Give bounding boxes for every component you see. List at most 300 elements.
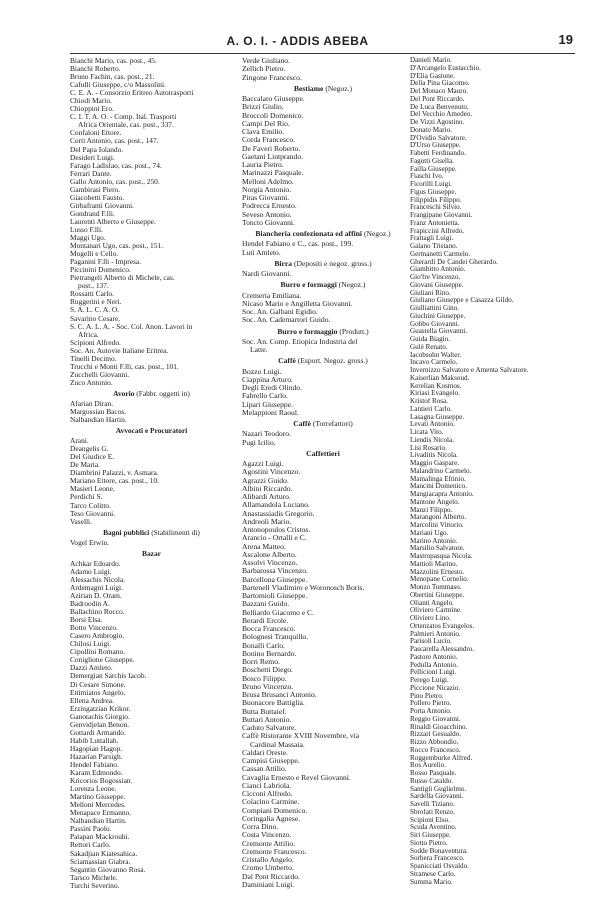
directory-entry: Anastassiadis Gregorio. — [242, 509, 315, 518]
directory-entry: Bianchi Roberto. — [70, 65, 121, 74]
directory-entry: Melloni Adelmo. — [242, 177, 294, 186]
directory-entry: Barbarossa Vincenzo. — [242, 567, 308, 576]
directory-entry: Del Giudice E. — [70, 453, 115, 462]
directory-entry: Siotto Pietro. — [410, 839, 448, 847]
running-title: A. O. I. - ADDIS ABEBA — [226, 34, 369, 48]
directory-entry: Scipioni Alfredo. — [70, 338, 121, 347]
directory-entry: Zucchelli Giovanni. — [70, 370, 130, 379]
directory-entry: Soc. An. Galbani Egidio. — [242, 308, 318, 316]
directory-entry: Kricorios Bogossian. — [70, 777, 133, 786]
directory-entry: Confaloni Ettore. — [70, 129, 122, 138]
directory-entry: Colacino Carmine. — [242, 798, 300, 807]
section-heading-qualifier: (Esport. Negoz. gross.) — [297, 356, 368, 366]
directory-entry: Rettori Carlo. — [70, 841, 111, 850]
directory-entry: Sbrofati Renzo. — [410, 808, 455, 816]
directory-entry: Di Cesare Simone. — [70, 680, 126, 689]
directory-entry: Pascarella Alessandro. — [410, 646, 475, 653]
directory-entry: De Maria. — [70, 461, 100, 470]
directory-entry: Sakadjian Kiatesahica. — [70, 849, 138, 858]
directory-entry: Ettimiatos Angelo. — [70, 688, 126, 697]
directory-entry: Roggemburke Alfred. — [410, 754, 473, 762]
directory-entry: Perdichi S. — [70, 493, 103, 502]
directory-entry: Casero Ambrogio. — [70, 632, 125, 641]
directory-entry: Tinelli Decimo. — [70, 354, 117, 363]
directory-entry: Del Pont Riccardo. — [410, 95, 465, 103]
directory-entry: Cromo Umberto. — [242, 864, 294, 873]
directory-entry: Menapace Ermanno. — [70, 809, 132, 818]
directory-entry: Donato Mario. — [410, 126, 452, 134]
directory-entry: Lasagna Giuseppe. — [410, 413, 465, 421]
directory-entry: Gondrand F.lli. — [70, 209, 115, 218]
directory-entry: Caffè Ristorante XVIII Novembre, via — [242, 732, 360, 741]
directory-entry: Mastropasqua Nicola. — [410, 553, 473, 560]
directory-entry: Montanari Ugo, cas. post., 151. — [70, 242, 163, 251]
directory-entry: Tarsco Michele. — [70, 873, 118, 882]
directory-entry: Rizzari Gesualdo. — [410, 731, 462, 739]
section-heading-qualifier: (Stabilimenti di) — [151, 527, 200, 537]
directory-entry: Caduto Salvatore. — [242, 724, 297, 732]
directory-entry: Erzingatzian Krikor. — [70, 704, 131, 713]
directory-entry: Allamandola Luciano. — [242, 501, 310, 510]
directory-entry: Arani. — [70, 437, 89, 446]
directory-entry: Lisi Rosario. — [410, 444, 447, 452]
directory-entry: Nalbandian Hartin. — [70, 817, 127, 826]
directory-entry: D'Urso Giuseppe. — [410, 142, 461, 150]
directory-entry: Obertini Giuseppe. — [410, 591, 465, 599]
directory-entry: Tarco Colitto. — [70, 501, 111, 510]
section-heading-title: Caffè — [278, 356, 296, 366]
directory-entry: Sardella Giovanni. — [410, 793, 464, 801]
section-heading-qualifier: (Negoz.) — [363, 229, 391, 238]
directory-entry: Agazzi Luigi. — [242, 460, 284, 468]
directory-entry: Reggio Giovanni. — [410, 715, 461, 723]
directory-entry: Adamo Luigi. — [70, 567, 112, 576]
section-heading — [70, 529, 233, 537]
directory-entry: Bonalli Carlo. — [242, 641, 285, 650]
section-heading-title: Biancheria confezionata ed affini — [255, 229, 363, 238]
directory-entry: Mazzolini Ernesto. — [410, 568, 465, 576]
directory-entry: Summa Mario. — [410, 878, 453, 886]
directory-entry: Degli Eredi Olindo. — [242, 384, 302, 392]
directory-entry: Martino Giuseppe. — [70, 793, 126, 802]
directory-entry: Soc. An. Autovie Italiane Eritrea. — [70, 346, 169, 355]
section-heading — [242, 85, 404, 93]
section-heading-qualifier: (Torrefattori) — [312, 419, 353, 428]
directory-entry: Turchi Severino. — [70, 881, 120, 890]
directory-entry: Stramese Carlo. — [410, 870, 456, 878]
directory-entry: Bocca Francesco. — [242, 625, 296, 633]
directory-entry: Porta Antonio. — [410, 708, 452, 715]
column-middle — [242, 57, 404, 889]
directory-entry: Genvidjelan Benon. — [70, 720, 130, 729]
directory-entry: C. E. A. - Consorzio Eritreo Autotrasporti — [70, 89, 194, 98]
column-right — [410, 57, 575, 886]
directory-entry: Russo Cataldo. — [410, 777, 454, 785]
directory-entry: Dazzi Amleto. — [70, 664, 113, 673]
directory-entry: Badroodin A. — [70, 600, 110, 609]
directory-entry: Oliviero Lino. — [410, 615, 451, 622]
section-heading — [242, 328, 404, 336]
directory-entry: Piccinini Domenico. — [70, 266, 131, 275]
directory-entry: Figus Giuseppe. — [410, 188, 457, 196]
directory-entry: Siri Giuseppe. — [410, 832, 451, 839]
directory-entry: Assolvi Vincenzo. — [242, 559, 298, 567]
directory-entry: Zuco Antonio. — [70, 378, 113, 387]
directory-entry: Kerelian Kosmos. — [410, 382, 462, 390]
directory-entry: Baccalaro Giuseppe. — [242, 95, 305, 103]
directory-entry: Laurenti Alberto e Giuseppe. — [70, 217, 156, 226]
page-header — [0, 30, 595, 50]
directory-entry: De Luca Benvenuto. — [410, 103, 469, 111]
directory-entry: Parisoli Lucio. — [410, 638, 452, 646]
directory-entry: Zingone Francesco. — [242, 73, 302, 82]
directory-entry: Hazarian Parsigh. — [70, 752, 123, 761]
directory-entry: Gulè Renato. — [410, 343, 448, 351]
section-heading — [70, 390, 233, 398]
directory-entry: Gherardi De Candei Gherardo. — [410, 258, 498, 266]
directory-entry: Cipollini Romano. — [70, 648, 126, 657]
directory-entry: Savelli Tiziano. — [410, 801, 455, 808]
directory-entry: Caldari Oreste. — [242, 748, 288, 757]
directory-entry: Mogelli e Cello. — [70, 250, 119, 259]
directory-entry: Albini Riccardo. — [242, 484, 293, 493]
section-heading — [242, 260, 404, 268]
directory-entry: Afarian Diran. — [70, 399, 114, 408]
directory-entry: Nalbandian Hartin. — [70, 416, 127, 425]
directory-entry: Buttari Antonio. — [242, 715, 292, 724]
directory-entry: Botto Vincenzo. — [70, 624, 118, 633]
directory-entry: Sodde Bonaventura. — [410, 847, 468, 855]
directory-entry: Cianci Labriola. — [242, 781, 292, 790]
directory-entry: Soc. An. Cademartori Guido. — [242, 316, 331, 325]
directory-entry: Melappioni Raoul. — [242, 408, 299, 417]
entry-continuation: Africa Orientale, cas. post., 337. — [78, 121, 174, 130]
directory-entry: Ascalone Alberto. — [242, 550, 297, 559]
section-heading-title: Avvocati e Procuratori — [115, 426, 188, 436]
directory-entry: Buonacore Battiglia. — [242, 699, 305, 708]
directory-entry: Costa Vincenzo. — [242, 831, 292, 840]
directory-entry: Berardi Ercole. — [242, 616, 289, 625]
directory-entry: Marino Antonio. — [410, 537, 458, 545]
directory-entry: Cassan Attilio. — [242, 765, 287, 774]
directory-entry: Liendis Nicola. — [410, 436, 454, 444]
directory-entry: Palmieri Antonio. — [410, 630, 461, 638]
directory-entry: Bolognesi Tranquillo. — [242, 633, 309, 642]
directory-entry: Borri Remo. — [242, 658, 280, 666]
directory-entry: Corda Francesco. — [242, 136, 296, 145]
directory-entry: Maggio Gaspare. — [410, 460, 460, 467]
directory-entry: Cremonte Attilio. — [242, 839, 296, 848]
directory-entry: Gambirasi Piero. — [70, 185, 121, 194]
directory-entry: Corti Antonio, cas. post., 147. — [70, 137, 159, 146]
directory-entry: Perego Luigi. — [410, 677, 449, 684]
directory-entry: Chiodi Mario. — [70, 97, 112, 106]
directory-entry: Scipioni Elso. — [410, 816, 450, 824]
directory-entry: Toncto Giovanni. — [242, 218, 295, 227]
directory-entry: Frapiccini Alfredo. — [410, 227, 465, 235]
directory-entry: Giovani Giuseppe. — [410, 281, 464, 289]
directory-entry: Kiriasi Evangelo. — [410, 390, 460, 398]
directory-entry: Deangelis G. — [70, 445, 109, 454]
directory-entry: Giuchini Giuseppe. — [410, 312, 466, 320]
directory-entry: Cafulli Giuseppe, c/o Massolini. — [70, 81, 166, 90]
directory-entry: Margossian Bacos. — [70, 408, 127, 417]
directory-entry: S. C. A. L. A. - Soc. Col. Anon. Lavori in — [70, 322, 193, 331]
directory-entry: Agostini Vincenzo. — [242, 468, 301, 477]
directory-entry: Bosco Filippo. — [242, 674, 287, 683]
section-heading-qualifier: (Depositi e negoz. gross.) — [293, 258, 372, 268]
directory-entry: Habib Luttallah. — [70, 736, 119, 745]
directory-entry: Santigli Guglielmo. — [410, 785, 467, 793]
directory-entry: Monzo Tommaso. — [410, 584, 462, 591]
directory-entry: Brizzi Giulio. — [242, 103, 284, 112]
directory-entry: Lusso F.lli. — [70, 225, 103, 234]
directory-entry: Belliardo Giacomo e C. — [242, 608, 314, 617]
directory-entry: Diambrini Palazzi, v. Asmara. — [70, 469, 159, 478]
directory-entry: Guida Biagio. — [410, 336, 450, 343]
directory-entry: Bianchi Mario, cas. post., 45. — [70, 57, 157, 65]
directory-entry: Lantieri Carlo. — [410, 405, 452, 413]
entry-continuation: Latte. — [250, 346, 268, 354]
section-heading-title: Bazar — [142, 548, 161, 558]
directory-entry: Hagopian Hagop. — [70, 744, 123, 753]
directory-entry: Frangipane Giovanni. — [410, 212, 473, 219]
directory-entry: Marinazzi Pasquale. — [242, 169, 304, 178]
directory-entry: Dal Pont Riccardo. — [242, 872, 300, 881]
entry-continuation: Cardinal Massaia. — [250, 740, 305, 749]
directory-entry: Patapan Mackrouhi. — [70, 833, 130, 842]
directory-entry: D'Elia Gastone. — [410, 72, 455, 80]
directory-entry: Giacobetti Fausto. — [70, 193, 125, 202]
directory-entry: De Faveri Roberto. — [242, 144, 301, 153]
directory-entry: Boschetti Diego. — [242, 666, 293, 675]
directory-entry: Ferrari Dante. — [70, 169, 112, 178]
directory-entry: Andreoli Mario. — [242, 517, 292, 526]
directory-entry: Menopane Cornelio. — [410, 576, 469, 584]
directory-entry: Fabrello Carlo. — [242, 392, 288, 401]
directory-entry: Ellena Andrea. — [70, 696, 114, 705]
directory-entry: Licata Vito. — [410, 429, 444, 436]
directory-entry: Melloni Mercedes. — [70, 801, 126, 810]
directory-entry: Bruno Vincenzo. — [242, 682, 294, 691]
directory-entry: Piras Giovanni. — [242, 194, 290, 202]
section-heading-title: Birra — [274, 258, 293, 268]
header-rule — [70, 53, 575, 54]
directory-entry: Bonino Bernardo. — [242, 649, 297, 658]
directory-entry: Gallo Antonio, cas. post., 250. — [70, 177, 160, 186]
directory-entry: Failla Giuseppe. — [410, 165, 457, 173]
directory-entry: Luti Amleto. — [242, 248, 281, 257]
directory-entry: Olianti Angelo. — [410, 599, 454, 607]
directory-entry: Maggi Ugo. — [70, 234, 106, 243]
section-heading-qualifier: (Negoz.) — [325, 83, 353, 93]
directory-entry: Hendel Fabiano. — [70, 760, 119, 769]
section-heading-title: Caffettieri — [306, 448, 340, 458]
directory-entry: D'Ovidio Salvatore. — [410, 134, 467, 142]
directory-entry: Manzi Filippo. — [410, 506, 453, 514]
directory-entry: Pedulla Antonio. — [410, 661, 458, 669]
directory-entry: Girbafranti Giovanni. — [70, 201, 135, 210]
directory-entry: Brusa Brusanci Antonio. — [242, 691, 317, 699]
directory-entry: Mangiacapra Antonio. — [410, 491, 474, 498]
directory-entry: Ballachino Rocco. — [70, 608, 125, 617]
directory-entry: Invernizzo Salvatore e Amenta Salvatore. — [410, 367, 529, 374]
directory-entry: Bozzo Luigi. — [242, 367, 282, 376]
section-heading-title: Burro e formaggio — [277, 326, 338, 336]
directory-entry: Mariani Ugo. — [410, 529, 449, 537]
directory-entry: Chioppini Ero. — [70, 105, 114, 114]
directory-entry: Filippidis Filippo. — [410, 196, 462, 204]
directory-entry: Fiaschi Ivo. — [410, 173, 444, 181]
directory-entry: Norgia Antonio. — [242, 185, 292, 194]
directory-entry: Del Vecchio Amedeo. — [410, 111, 473, 119]
directory-entry: D'Arcangelo Eustacchio. — [410, 64, 481, 72]
directory-entry: Del Monaco Mauro. — [410, 88, 468, 95]
directory-entry: Bruno Fachin, cas. post., 21. — [70, 73, 155, 82]
directory-entry: Pollero Pietro. — [410, 700, 452, 708]
directory-entry: Alibardi Arturo. — [242, 493, 291, 501]
directory-entry: Coringalia Agnese. — [242, 814, 301, 823]
directory-entry: Marcolini Vittorio. — [410, 522, 464, 529]
directory-entry: Kristof Rosa. — [410, 398, 448, 405]
directory-entry: De Vizzi Agostino. — [410, 119, 465, 126]
directory-entry: Zellich Pietro. — [242, 65, 286, 74]
directory-entry: Rinaldi Gioacchino. — [410, 723, 468, 731]
directory-entry: Chilosi Luigi. — [70, 640, 112, 649]
directory-entry: Gobbo Giovanni. — [410, 320, 460, 328]
directory-entry: Frattagli Luigi. — [410, 235, 454, 243]
section-heading — [242, 357, 404, 365]
directory-entry: Azirian D. Oram. — [70, 592, 122, 600]
directory-entry: Hendel Fabiano e C., cas. post., 199. — [242, 240, 354, 249]
directory-entry: Daminiani Luigi. — [242, 880, 295, 889]
directory-entry: Guastella Giovanni. — [410, 328, 467, 336]
directory-entry: Ganotachis Giorgio. — [70, 712, 130, 721]
directory-entry: Nicaso Mario e Angilletta Giovanni. — [242, 299, 353, 308]
entry-continuation: post., 137. — [78, 282, 109, 291]
directory-entry: Coniglione Giuseppe. — [70, 656, 135, 665]
directory-entry: Oliviero Carmine. — [410, 607, 462, 615]
page-number: 19 — [558, 32, 573, 47]
directory-entry: Demergian Sarchis Iacob. — [70, 672, 147, 681]
directory-entry: Mattioli Marino. — [410, 560, 458, 568]
directory-entry: Gottardi Armando. — [70, 728, 126, 737]
directory-entry: Spanicciati Osvaldo. — [410, 863, 469, 870]
directory-entry: Mantone Angelo. — [410, 498, 460, 506]
directory-entry: Barcellona Giuseppe. — [242, 575, 308, 584]
directory-entry: Broccoli Domenico. — [242, 111, 304, 120]
directory-entry: Borsi Elsa. — [70, 616, 103, 625]
section-heading-qualifier: (Produtt.) — [339, 326, 369, 336]
directory-entry: Mariano Ettore, cas. post., 10. — [70, 477, 159, 486]
directory-entry: Lipari Giuseppe. — [242, 400, 293, 409]
directory-entry: Mancini Domenico. — [410, 483, 467, 491]
directory-entry: Giuliano Giuseppe e Casazza Gildo. — [410, 297, 514, 305]
directory-entry: Cremeria Emiliana. — [242, 291, 302, 300]
directory-entry: Bartomioli Giuseppe. — [242, 592, 308, 600]
directory-entry: Vogel Erwin. — [70, 538, 109, 547]
directory-entry: Mamalinga Eftinio. — [410, 475, 466, 483]
directory-entry: Della Pina Giacomo. — [410, 80, 470, 88]
directory-entry: Lauria Pietro. — [242, 161, 284, 169]
directory-entry: Pugi Icilio. — [242, 438, 276, 447]
directory-entry: Gaetani Liutprando. — [242, 152, 304, 161]
directory-entry: Levati Antonio. — [410, 421, 455, 429]
section-heading — [242, 420, 404, 428]
directory-entry: Masieri Leone. — [70, 485, 115, 494]
directory-entry: Ficorilli Luigi. — [410, 181, 452, 188]
directory-entry: Arena Matteo. — [242, 542, 286, 551]
directory-entry: Ardemagni Luigi. — [70, 583, 123, 592]
directory-entry: Del Papa Iolando. — [70, 145, 124, 154]
directory-entry: Bazzani Guido. — [242, 600, 290, 609]
directory-entry: Cremonte Francesco. — [242, 847, 307, 856]
directory-entry: Desideri Luigi. — [70, 153, 115, 162]
directory-entry: Malandrino Carmelo. — [410, 467, 472, 475]
directory-entry: Campi Del Rio. — [242, 119, 290, 128]
directory-entry: Butta Buttaief. — [242, 707, 287, 716]
directory-entry: Pellicioni Luigi. — [410, 669, 457, 677]
directory-entry: Piccione Nicazio. — [410, 684, 461, 692]
directory-entry: Ciappina Arturo. — [242, 375, 293, 384]
directory-entry: Franceschi Silvio. — [410, 204, 462, 212]
directory-entry: Livaditis Nicola. — [410, 452, 458, 460]
section-heading — [242, 230, 404, 238]
directory-entry: Bartenell Vladimiro e Woronosch Boris. — [242, 583, 365, 592]
directory-entry: Achkar Edoardo. — [70, 559, 121, 568]
entry-continuation: Africa. — [78, 330, 99, 339]
directory-entry: Nardi Giovanni. — [242, 270, 292, 278]
directory-entry: Passini Paolo. — [70, 825, 112, 834]
directory-entry: Karam Edmondo. — [70, 769, 123, 778]
directory-entry: Marangoni Alberto. — [410, 514, 467, 522]
directory-entry: Arancio - Ortalli e C. — [242, 534, 307, 543]
directory-entry: Savarino Cesare. — [70, 314, 121, 323]
directory-entry: Lorenza Leone. — [70, 785, 117, 794]
section-heading-title: Avorio — [113, 388, 135, 398]
directory-entry: Germanetti Carmelo. — [410, 250, 471, 258]
directory-entry: Incavo Carmelo. — [410, 359, 458, 367]
directory-entry: Trucchi e Monti F.lli, cas. post., 101. — [70, 362, 179, 371]
section-heading — [70, 550, 233, 558]
directory-entry: Pietrangeli Alberto di Michele, cas. — [70, 274, 175, 283]
directory-entry: Antonopoulos Cristos. — [242, 526, 311, 534]
directory-entry: Seveso Antonio. — [242, 210, 292, 219]
directory-entry: Cristallo Angelo. — [242, 856, 294, 864]
directory-entry: Sciamassian Giabra. — [70, 857, 131, 866]
directory-entry: Cicconi Alfredo. — [242, 790, 293, 798]
directory-entry: Pino Pietro. — [410, 692, 444, 700]
section-heading — [242, 281, 404, 289]
directory-entry: Agrazzi Guido. — [242, 476, 289, 485]
column-left — [70, 57, 233, 890]
directory-entry: Danieli Mario. — [410, 57, 452, 64]
directory-entry: Segantin Giovanno Rosa. — [70, 865, 146, 874]
section-heading-title: Bestiame — [293, 83, 324, 93]
directory-entry: Nazari Teodoro. — [242, 430, 291, 439]
section-heading-title: Caffè — [293, 419, 311, 428]
section-heading-title: Bagni pubblici — [103, 527, 150, 537]
directory-entry: Franz Antonietta. — [410, 219, 460, 227]
directory-entry: Cavaglia Ernesto e Revel Giovanni. — [242, 773, 351, 782]
directory-entry: Alessachis Nicola. — [70, 575, 126, 584]
directory-entry: Ruggerini e Neri. — [70, 298, 122, 307]
section-heading-qualifier: (Negoz.) — [338, 280, 366, 290]
section-heading-title: Burro e formaggi — [280, 280, 337, 290]
directory-entry: Giuliani Rino. — [410, 289, 451, 297]
directory-entry: Rossatti Carlo. — [70, 290, 114, 299]
directory-entry: Compiani Domenico. — [242, 806, 308, 815]
